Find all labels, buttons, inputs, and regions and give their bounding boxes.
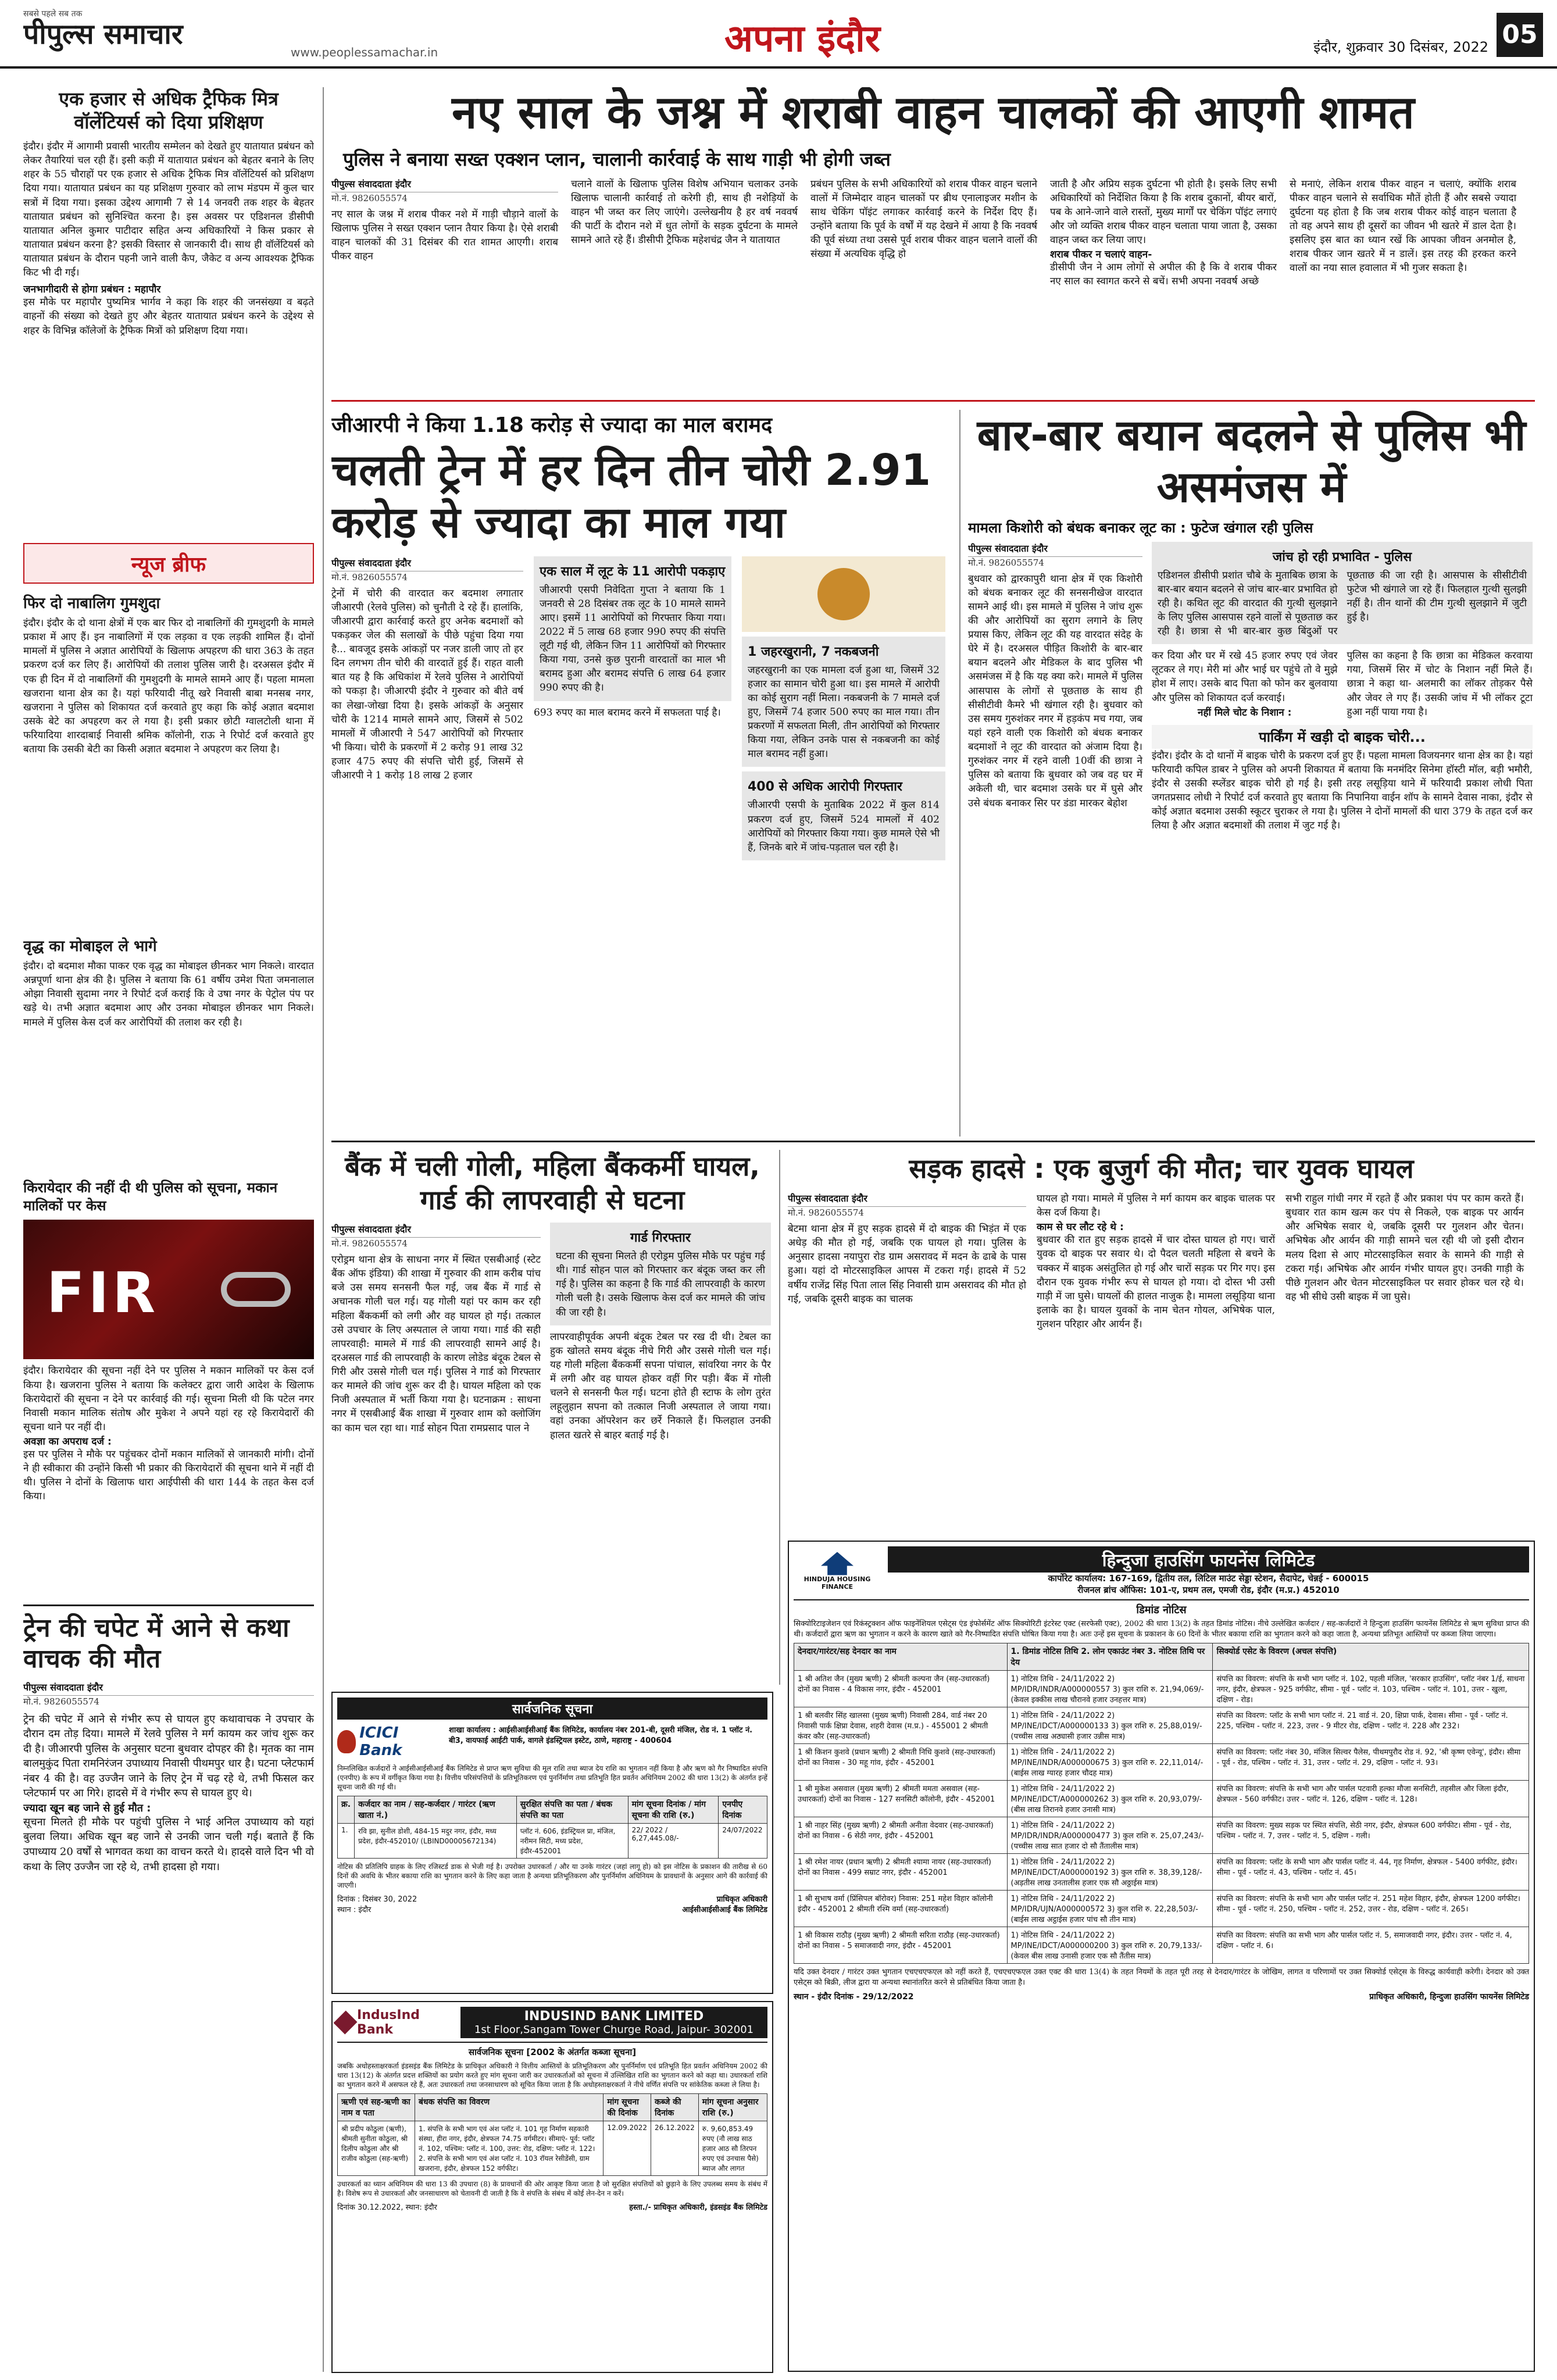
hinduja-title: हिन्दुजा हाउसिंग फायनेंस लिमिटेड [888, 1546, 1529, 1573]
column-divider [779, 1150, 780, 1685]
box-body: जहरखुरानी का एक मामला दर्ज हुआ था, जिसमें 32 हजार का सामान चोरी हुआ था। इस मामले में आरोपी का कोई सुराग नहीं मिला। नकबजनी के 7 मामले दर्ज हुए, जिसमें 74 हजार 500 रुपए का माल गया। तीन प्रकरणों में सफलता मिली, तीन आरोपियों को गिरफ्तार किया गया, लेकिन उनके पास से नकबजनी का कोई माल बरामद नहीं हुआ। [748, 664, 940, 760]
article-body-2: इस मौके पर महापौर पुष्यमित्र भार्गव ने कहा कि शहर की जनसंख्या व बढ़ते वाहनों की संख्या को देखते हुए और बेहतर यातायात प्रबंधन करने के उद्देश्य से शहर के विभिन्न कॉलेजों के ट्रैफिक मित्रों को प्रशिक्षण दिया गया। [23, 296, 314, 337]
indusind-logo [337, 2008, 453, 2037]
accident-col-3: सभी राहुल गांधी नगर में रहते हैं और प्रकाश पंप पर काम करते हैं। बुधवार रात काम खत्म कर पंप से निकले, एक बाइक पर आर्यन और अभिषेक सवार थे, जबकि दूसरी पर गुलशन और चेतन। अभिषेक और आर्यन की गाड़ी सामने चल रही थी जो इसी दौरान मलय दिशा से आए मोटरसाइकिल सवार के सामने की गाड़ी से टकरा गई। अभिषेक और आर्यन गंभीर घायल हुए। उनकी गाड़ी के पीछे गुलशन और चेतन मोटरसाइकिल पर सवार होकर चल रहे थे। वह भी सीधे उसी बाइक में जा घुसे। [1285, 1193, 1524, 1303]
column-divider [959, 410, 960, 1137]
th: एनपीए दिनांक [719, 1796, 767, 1823]
kidnap-col-1: बुधवार को द्वारकापुरी थाना क्षेत्र में एक किशोरी को बंधक बनाकर लूट की सनसनीखेज वारदात सामने आई थी। इस मामले में पुलिस ने जांच शुरू की और आरोपियों का सुराग लगाने के लिए प्रयास किए, लेकिन लूट की यह वारदात संदेह के घेरे में है। दरअसल पीड़ित किशोरी के बार-बार बयान बदलने और मेडिकल के बाद पुलिस भी असमंजस में है कि यह क्या करे। मामले में पुलिस आसपास के लोगों से पूछताछ के साथ ही सीसीटीवी कैमरे भी खंगाल रही है। बुधवार को उस समय गुरुशंकर नगर में हड़कंप मच गया, जब यहां रहने वाली एक किशोरी को बंधक बनाकर बदमाशों ने लूट की वारदात को अंजाम दिया है। गुरुशंकर नगर में रहने वाली 10वीं की छात्रा ने पुलिस को बताया कि बुधवार को जब वह घर में अकेली थी, चार बदमाश उसके घर में घुसे और उसे बंधक बनाकर सिर पर डंडा मारकर बेहोश [968, 573, 1142, 809]
icici-address: शाखा कार्यालय : आईसीआईसीआई बैंक लिमिटेड, कार्यालय नंबर 201-बी, दूसरी मंजिल, रोड नं. 1 प्लॉट नं. बी3, वायफाई आईटी पार्क, वागले इंडस्ट्रियल इस्टेट, ठाणे, महाराष्ट्र - 400604 [449, 1726, 753, 1745]
th: देनदार/गारंटर/सह देनदार का नाम [794, 1643, 1008, 1671]
td: 1) नोटिस तिथि - 24/11/2022 2) MP/IDR/INDR/A000000557 3) कुल राशि रु. 21,94,069/- (केवल इक्कीस लाख चौरानवे हजार उनहत्तर मात्र) [1007, 1671, 1213, 1707]
byline: पीपुल्स संवाददाता इंदौर [23, 1681, 314, 1696]
td: 1 श्री सुभाष वर्मा (प्रिंसिपल बॉरोवर) निवास: 251 महेश विहार कॉलोनी इंदौर - 452001 2 श्रीमती रश्मि वर्मा (सह-उधारकर्ता) [794, 1891, 1008, 1927]
accident-headline: सड़क हादसे : एक बुजुर्ग की मौत; चार युवक घायल [909, 1153, 1414, 1184]
box-title: गार्ड गिरफ्तार [630, 1231, 691, 1245]
td: 1) नोटिस तिथि - 24/11/2022 2) MP/IDR/UJN/A000000572 3) कुल राशि रु. 22,28,503/- (बाईस लाख अट्ठाईस हजार पांच सौ तीन मात्र) [1007, 1891, 1213, 1927]
box-body: जीआरपी एसपी के मुताबिक 2022 में कुल 814 प्रकरण दर्ज हुए, जिसमें 524 मामलों में 402 आरोपियों को गिरफ्तार किया गया। कुछ मामले ऐसे भी हैं, जिनके बारे में जांच-पड़ताल चल रही है। [748, 799, 940, 853]
hinduja-logo-text: HINDUJA HOUSING FINANCE [804, 1575, 871, 1591]
parking-brief [1152, 725, 1533, 833]
td: 1. संपत्ति के सभी भाग एवं अंश प्लॉट नं. 101 गृह निर्माण सहकारी संस्था, हीरा नगर, इंदौर, क्षेत्रफल 74.75 वर्गमीटर। सीमाएं- पूर्व: प्लॉट नं. 102, पश्चिम: प्लॉट नं. 100, उत्तर: रोड, दक्षिण: प्लॉट नं. 122। 2. संपत्ति के सभी भाग एवं अंश प्लॉट नं. 103 रॉयल रेसीडेंसी, ग्राम खजराना, इंदौर, क्षेत्रफल 152 वर्गफीट। [415, 2121, 603, 2175]
indusind-notice-title: सार्वजनिक सूचना [2002 के अंतर्गत कब्जा सूचना] [468, 2047, 637, 2057]
kidnap-subhead: मामला किशोरी को बंधक बनाकर लूट का : फुटेज खंगाल रही पुलिस [968, 519, 1313, 536]
indusind-bank-name: IndusInd Bank [357, 2008, 420, 2037]
table-row [794, 1707, 1529, 1744]
box-body: एडिशनल डीसीपी प्रशांत चौबे के मुताबिक छात्रा के बार-बार बयान बदलने से जांच बार-बार प्रभावित हो रही है। कथित लूट की वारदात की गुत्थी सुलझाने के लिए पुलिस आसपास रहने वालों से पूछताछ कर रही है। छात्रा से भी बार-बार कुछ बिंदुओं पर पूछताछ की जा रही है। आसपास के सीसीटीवी फुटेज भी खंगाले जा रहे हैं। फिलहाल गुत्थी सुलझी नहीं है। तीन थानों की टीम गुत्थी सुलझाने में जुटी हुई है। [1158, 569, 1527, 638]
train-col-1: ट्रेनों में चोरी की वारदात कर बदमाश लगातार जीआरपी (रेलवे पुलिस) को चुनौती दे रहे हैं। हालांकि, जीआरपी द्वारा कार्रवाई करते हुए अनेक बदमाशों को पकड़कर जेल की सलाखों के पीछे पहुंचा दिया गया है... बावजूद इसके आंकड़ों पर नजर डाली जाए तो हर दिन लगभग तीन चोरी की वारदातें हुई हैं। राहत वाली बात यह है कि अधिकांश में रेलवे पुलिस ने आरोपियों को पकड़ा है। जीआरपी इंदौर ने गुरुवार को बीते वर्ष का लेखा-जोखा दिया है। इसके आंकड़ों के अनुसार चोरी के 1214 मामले सामने आए, जिसमें से 502 मामलों में जीआरपी ने 547 आरोपियों को गिरफ्तार भी किया। चोरी के प्रकरणों में 2 करोड़ 91 लाख 32 हजार 475 रुपए की संपत्ति चोरी हुई, जिसमें से जीआरपी ने 1 करोड़ 18 लाख 2 हजार [331, 587, 523, 782]
th: सिक्योर्ड एसेट के विवरण (अचल संपत्ति) [1213, 1643, 1529, 1671]
handcuffs-icon [221, 1272, 291, 1307]
lead-subhead-2: शराब पीकर न चलाएं वाहन- [1050, 249, 1152, 261]
kidnap-col-2: कर दिया और घर में रखे 45 हजार रुपए एवं जेवर लूटकर ले गए। मेरी मां और भाई घर पहुंचे तो वे मुझे होश में लाए। उसके बाद पिता को फोन कर बुलवाया और पुलिस को शिकायत दर्ज करवाई। [1152, 650, 1338, 704]
fir-image [23, 1220, 314, 1359]
subhead: ज्यादा खून बह जाने से हुई मौत : [23, 1802, 151, 1814]
td: 24/07/2022 [719, 1823, 767, 1858]
lead-col-3: प्रबंधन पुलिस के सभी अधिकारियों को शराब पीकर वाहन चलाने वालों में जिम्मेदार वाहन चालकों पर ब्रीथ एनालाइजर मशीन के साथ चेकिंग पॉइंट लगाकर कार्रवाई करने के निर्देश दिए हैं। उन्होंने बताया कि पूर्व के वर्षों में यह देखने में आया है कि नववर्ष की पूर्व संध्या तथा उससे पूर्व शराब पीकर वाहन चलाने वालों की संख्या में अत्यधिक वृद्धि हो [810, 178, 1037, 260]
indusind-address: 1st Floor,Sangam Tower Churge Road, Jaipur- 302001 [474, 2024, 754, 2036]
byline-mobile: मो.नं. 9826055574 [788, 1207, 864, 1218]
td: 1. [338, 1823, 355, 1858]
th: मांग सूचना अनुसार राशि (रु.) [698, 2093, 767, 2121]
news-brief-label: न्यूज ब्रीफ [131, 552, 206, 577]
paper-logo [23, 8, 291, 55]
td: 1) नोटिस तिथि - 24/11/2022 2) MP/INE/IDCT/A000000133 3) कुल राशि रु. 25,88,019/- (पच्चीस लाख अठ्यासी हजार उन्नीस मात्र) [1007, 1707, 1213, 1744]
td: 1 श्री रमेश नायर (प्रधान ऋणी) 2 श्रीमती श्यामा नायर (सह-उधारकर्ता) दोनों का निवास - 499 सम्राट नगर, इंदौर - 452001 [794, 1854, 1008, 1891]
icici-logo-icon [337, 1730, 356, 1753]
byline: पीपुल्स संवाददाता इंदौर [331, 177, 558, 192]
table-row [794, 1671, 1529, 1707]
bank-shooting-story [331, 1150, 773, 1685]
td: श्री प्रदीप कोठुला (ऋणी), श्रीमती सुनीता कोठुला, श्री दिलीप कोठुला और श्री राजीव कोठुला (सह-ऋणी) [338, 2121, 415, 2175]
hinduja-notice [788, 1541, 1535, 2372]
news-brief-banner [23, 543, 314, 584]
train-box-loot [534, 556, 731, 701]
lead-col-4b: डीसीपी जैन ने आम लोगों से अपील की है कि वे शराब पीकर नए साल का स्वागत करने से बचें। सभी अपना नववर्ष अच्छे [1050, 262, 1277, 288]
story-traffic-volunteers [23, 87, 314, 535]
td: 1 श्री मुकेश असवाल (मुख्य ऋणी) 2 श्रीमती ममता असवाल (सह-उधारकर्ता) दोनों का निवास - 127 सनसिटी कॉलोनी, इंदौर - 452001 [794, 1781, 1008, 1817]
table-row [794, 1817, 1529, 1854]
article-body-2: इस पर पुलिस ने मौके पर पहुंचकर दोनों मकान मालिकों से जानकारी मांगी। दोनों ने ही स्वीकारा की उन्होंने किसी भी प्रकार की किरायेदारों की सूचना थाने में नहीं दी थी। पुलिस ने दोनों के खिलाफ धारा आईपीसी की धारा 144 के तहत केस दर्ज किया। [23, 1449, 314, 1503]
td: संपत्ति का विवरण: संपत्ति का सभी भाग और पार्सल प्लॉट नं. 5, समाजवादी नगर, इंदौर। उत्तर - प्लॉट नं. 4, दक्षिण - प्लॉट नं. 6। [1213, 1927, 1529, 1964]
kidnap-col-3: पुलिस का कहना है कि छात्रा का मेडिकल करवाया गया, जिसमें सिर में चोट के निशान नहीं मिले हैं। छात्रा ने कहा था- अलमारी का लॉकर तोड़कर पैसे और जेवर ले गए हैं। उसकी जांच में भी लॉकर टूटा हुआ नहीं पाया गया है। [1347, 650, 1533, 718]
bank-col-2: लापरवाहीपूर्वक अपनी बंदूक टेबल पर रख दी थी। टेबल का हुक खोलते समय बंदूक नीचे गिरी और उससे गोली चल गई। यह गोली महिला बैंककर्मी सपना पांचाल, सांवरिया नगर के पैर में लगी और वह घायल होकर वहीं गिर पड़ी। बैंक में गोली चलने से सनसनी फैल गई। घटना होते ही स्टाफ के लोग तुरंत लहूलुहान सपना को तत्काल निजी अस्पताल ले जाया गया। वहां उनका ऑपरेशन कर छर्रे निकाले हैं। फिलहाल उनकी हालत खतरे से बाहर बताई गई है। [550, 1331, 771, 1441]
table-row [338, 2121, 767, 2175]
section-title: अपना इंदौर [724, 17, 880, 60]
td: 26.12.2022 [651, 2121, 699, 2175]
td: 1 श्री विकास राठौड़ (मुख्य ऋणी) 2 श्रीमती सरिता राठौड़ (सह-उधारकर्ता) दोनों का निवास - 5 समाजवादी नगर, इंदौर - 452001 [794, 1927, 1008, 1964]
train-theft-story [331, 410, 954, 1137]
bank-col-1: एरोड्रम थाना क्षेत्र के साधना नगर में स्थित एसबीआई (स्टेट बैंक ऑफ इंडिया) की शाखा में गुरुवार की शाम करीब पांच बजे उस समय सनसनी फैल गई, जब बैंक में गार्ड से अचानक गोली चल गई। यह गोली यहां पर काम कर रही महिला बैंककर्मी को लगी और वह घायल हो गई। तत्काल उसे उपचार के लिए अस्पताल ले जाया गया। गार्ड की सही लापरवाही: मामले में गार्ड की लापरवाही सामने आई है। दरअसल गार्ड की लापरवाही के कारण लोडेड बंदूक टेबल से गिरी और उससे गोली चल गई। पुलिस ने गार्ड को गिरफ्तार कर मामले की जांच शुरू कर दी है। घायल महिला को एक निजी अस्पताल में भर्ती किया गया है। घटनाक्रम : साधना नगर में एसबीआई बैंक शाखा में गुरुवार शाम को क्लोजिंग का काम चल रहा था। गार्ड सोहन पिता रामप्रसाद पाल ने [331, 1254, 541, 1434]
lead-subhead: पुलिस ने बनाया सख्त एक्शन प्लान, चालानी कार्रवाई के साथ गाड़ी भी होगी जब्त [343, 148, 891, 170]
th: मांग सूचना की दिनांक [603, 2093, 651, 2121]
td: संपत्ति का विवरण: संपत्ति के सभी भाग प्लॉट नं. 102, पहली मंजिल, 'सरकार हाउसिंग', प्लॉट नंबर 1/ई, साधना नगर, इंदौर, क्षेत्रफल - 925 वर्गफीट, सीमा - पूर्व - प्लॉट नं. 103, पश्चिम - प्लॉट नं. 101, उत्तर - खुला, दक्षिण - रोड। [1213, 1671, 1529, 1707]
box-body: जीआरपी एसपी निवेदिता गुप्ता ने बताया कि 1 जनवरी से 28 दिसंबर तक लूट के 10 मामले सामने आए। इसमें 11 आरोपियों को गिरफ्तार किया गया। 2022 में 5 लाख 68 हजार 990 रुपए की संपत्ति लूटी गई थी, लेकिन जिन 11 आरोपियों को गिरफ्तार किया गया, उनसे कुछ पुरानी वारदातों का माल भी बरामद हुआ और बरामद संपत्ति 6 लाख 64 हजार 990 रुपए की है। [540, 584, 726, 694]
td: 1) नोटिस तिथि - 24/11/2022 2) MP/IDR/INDR/A000000477 3) कुल राशि रु. 25,07,243/- (पच्चीस लाख सात हजार दो सौ तैंतालीस मात्र) [1007, 1817, 1213, 1854]
th: बंधक संपत्ति का विवरण [415, 2093, 603, 2121]
box-title: जांच हो रही प्रभावित - पुलिस [1272, 549, 1412, 564]
indusind-notice [331, 2001, 773, 2373]
brief-mobile-snatch [23, 935, 314, 1173]
signatory: प्राधिकृत अधिकारी [716, 1895, 767, 1904]
train-box-arrests [742, 771, 945, 860]
table-row [794, 1927, 1529, 1964]
website-url[interactable]: www.peoplessamachar.in [291, 45, 438, 59]
icici-intro: निम्नलिखित कर्जदारों ने आईसीआईसीआई बैंक लिमिटेड से प्राप्त ऋण सुविधा की मूल राशि तथा ब्याज देय राशि का भुगतान नहीं किया है और ऋण को गैर निष्पादित संपत्ति (एनपीए) के रूप में वर्गीकृत किया गया है। वित्तीय परिसंपत्तियों के प्रतिभूतिकरण एवं पुनर्निर्माण तथा प्रतिभूति हित प्रवर्तन अधिनियम 2002 की धारा 13(2) के अंतर्गत इन्हें सूचना जारी की गई थी। [337, 1764, 767, 1792]
headline: वृद्ध का मोबाइल ले भागे [23, 938, 157, 955]
notice-title: सार्वजनिक सूचना [337, 1698, 767, 1720]
article-body: इंदौर। इंदौर में आगामी प्रवासी भारतीय सम्मेलन को देखते हुए यातायात प्रबंधन को लेकर तैयारियां चल रही हैं। इसी कड़ी में यातायात प्रबंधन को बेहतर बनाने के लिए शहर के 55 चौराहों पर एक हजार से अधिक ट्रैफिक मित्र वॉलेंटियर्स को प्रशिक्षण दिया गया। यातायात प्रबंधन का यह प्रशिक्षण गुरुवार को लाभ मंडपम में कुल चार सत्रों में दिया गया। इसका उद्देश्य आगामी 7 से 14 जनवरी तक शहर के बेहतर यातायात प्रबंधन को सुनिश्चित करना है। इस अवसर पर एडिशनल डीसीपी यातायात अनिल कुमार पाटीदार सहित अन्य अधिकारियों ने किस प्रकार से यातायात प्रबंधन करना है? इसकी विस्तार से जानकारी दी। साथ ही वॉलेंटियर्स को यातायात प्रबंधन के दौरान पहनी जाने वाली कैप, जैकेट व अन्य आवश्यक ट्रैफिक किट भी दी गई। [23, 141, 314, 279]
headline: एक हजार से अधिक ट्रैफिक मित्र वॉलेंटियर्स को दिया प्रशिक्षण [59, 88, 278, 133]
td: 1 श्री अतिश जैन (मुख्य ऋणी) 2 श्रीमती कल्पना जैन (सह-उधारकर्ता) दोनों का निवास - 4 विकास नगर, इंदौर - 452001 [794, 1671, 1008, 1707]
lead-headline: नए साल के जश्न में शराबी वाहन चालकों की आएगी शामत [452, 87, 1415, 139]
td: संपत्ति का विवरण: संपत्ति के सभी भाग और पार्सल पटवारी हल्का मौजा सनसिटी, तहसील और जिला इंदौर, क्षेत्रफल - 560 वर्गफीट। उत्तर - प्लॉट नं. 126, दक्षिण - प्लॉट नं. 128। [1213, 1781, 1529, 1817]
kidnap-subhead-2: नहीं मिले चोट के निशान : [1198, 706, 1292, 719]
byline: पीपुल्स संवाददाता इंदौर [331, 1223, 541, 1238]
indusind-table [337, 2093, 767, 2176]
subhead: जनभागीदारी से होगा प्रबंधन : महापौर [23, 284, 161, 296]
td: 1) नोटिस तिथि - 24/11/2022 2) MP/INE/IDCT/A000000262 3) कुल राशि रु. 20,93,079/- (बीस लाख तिरानवे हजार उनासी मात्र) [1007, 1781, 1213, 1817]
hinduja-branch-office: रीजनल ब्रांच ऑफिस: 101-ए, प्रथम तल, एमजी रोड, इंदौर (म.प्र.) 452010 [1077, 1585, 1340, 1595]
left-column [23, 87, 314, 2372]
td: प्लॉट नं. 606, इंडस्ट्रियल प्रा, मंजिल, नरीमन सिटी, मध्य प्रदेश, इंदौर-452001 [516, 1823, 628, 1858]
table-header-row [794, 1643, 1529, 1671]
byline-mobile: मो.नं. 9826055574 [331, 571, 408, 583]
hinduja-logo-icon [821, 1552, 854, 1575]
article-body: इंदौर। इंदौर के दो थाना क्षेत्रों में एक बार फिर दो नाबालिगों की गुमशुदगी के मामले प्रकाश में आए हैं। इन नाबालिगों में एक लड़का व एक लड़की शामिल हैं। दोनों मामलों में पुलिस ने अज्ञात आरोपियों के खिलाफ अपहरण की धारा 363 के तहत प्रकरण दर्ज कर लिए हैं। आरोपियों की तलाश पुलिस जारी है। दरअसल इंदौर में एक ही दिन में दो नाबालिगों की गुमशुदगी के मामले सामने आए हैं। पहला मामला खजराना थाना क्षेत्र का है। यहां फरियादी नीतू खरे निवासी बाबा मनसब नगर, खजराना ने पुलिस को शिकायत दर्ज करवाते हुए कहा कि कोई अज्ञात बदमाश उसके बेटे का अपहरण कर ले गया है। इसी प्रकार छोटी ग्वालटोली थाना में फरियादिया शारदाबाई निवासी श्रमिक कॉलोनी, राऊ ने रिपोर्ट दर्ज करवाते हुए बताया कि उसकी बेटी का किसी अज्ञात बदमाश ने अपहरण कर लिया है। [23, 617, 314, 756]
lead-col-4: जाती है और अप्रिय सड़क दुर्घटना भी होती है। इसके लिए सभी अधिकारियों को निर्देशित किया है कि शराब दुकानों, बीयर बारों, पब के आने-जाने वाले रास्तों, मुख्य मार्गों पर चेकिंग पॉइंट लगाएं और जो व्यक्ति शराब पीकर वाहन चलाता पाया जाता है, उसका वाहन जब्त कर लिया जाए। [1050, 178, 1277, 246]
notice-date-place: दिनांक 30.12.2022, स्थान: इंदौर [337, 2203, 437, 2212]
paper-name: पीपुल्स समाचार [23, 18, 183, 51]
byline-mobile: मो.नं. 9826055574 [23, 1696, 99, 1707]
td: रवि झा, सुनील डोशी, 484-15 मदुर नगर, इंदौर, मध्य प्रदेश, इंदौर-452010/ (LBIND00005672134) [355, 1823, 517, 1858]
th: क्र. [338, 1796, 355, 1823]
signatory-bank: आईसीआईसीआई बैंक लिमिटेड [682, 1906, 767, 1915]
td: 1 श्री नाहर सिंह (मुख्य ऋणी) 2 श्रीमती अनीता वेदवार (सह-उधारकर्ता) दोनों का निवास - 6 सेठी नगर, इंदौर - 452001 [794, 1817, 1008, 1854]
td: 22/ 2022 / 6,27,445.08/- [628, 1823, 719, 1858]
box-title: 400 से अधिक आरोपी गिरफ्तार [748, 780, 902, 795]
kicker: जीआरपी ने किया 1.18 करोड़ से ज्यादा का माल बरामद [331, 413, 773, 437]
td: 1) नोटिस तिथि - 24/11/2022 2) MP/INE/IDCT/A000000200 3) कुल राशि रु. 20,79,133/- (केवल बीस लाख उनासी हजार एक सौ तैंतीस मात्र) [1007, 1927, 1213, 1964]
byline: पीपुल्स संवाददाता इंदौर [788, 1192, 1026, 1207]
table-header-row [338, 1796, 767, 1823]
indusind-footer: उधारकर्ता का ध्यान अधिनियम की धारा 13 की उपधारा (8) के प्रावधानों की ओर आकृष्ट किया जाता है जो सुरक्षित संपत्तियों को छुड़ाने के लिए उपलब्ध समय के संबंध में है। विशेष रूप से उधारकर्ता और जनसाधारण को चेतावनी दी जाती है कि वे संपत्ति के संबंध में कोई लेन-देन न करें। [337, 2179, 767, 2197]
td: संपत्ति का विवरण: प्लॉट नंबर 30, मंजिल सिल्वर पैलेस, पीथमपुरौद रोड नं. 92, 'श्री कृष्ण एवेन्यू', इंदौर। सीमा - पूर्व - रोड, पश्चिम - प्लॉट नं. 31, उत्तर - प्लॉट नं. 29, दक्षिण - प्लॉट नं. 93। [1213, 1744, 1529, 1781]
td: 1) नोटिस तिथि - 24/11/2022 2) MP/INE/IDCT/A000000192 3) कुल राशि रु. 38,39,128/- (अड़तीस लाख उनतालीस हजार एक सौ अठ्ठाईस मात्र) [1007, 1854, 1213, 1891]
table-row [338, 1823, 767, 1858]
byline: पीपुल्स संवाददाता इंदौर [331, 556, 523, 571]
brief-missing-minors [23, 592, 314, 929]
td: 1 श्री किशन कुशवे (प्रधान ऋणी) 2 श्रीमती निधि कुशवे (सह-उधारकर्ता) दोनों का निवास - 30 महू गांव, इंदौर - 452001 [794, 1744, 1008, 1781]
headline: किरायेदार की नहीं दी थी पुलिस को सूचना, मकान मालिकों पर केस [23, 1180, 278, 1214]
indusind-logo-icon [334, 2010, 358, 2034]
table-row [794, 1854, 1529, 1891]
table-row [794, 1891, 1529, 1927]
th: सुरक्षित संपत्ति का पता / बंधक संपत्ति का पता [516, 1796, 628, 1823]
notice-date-place: स्थान - इंदौर दिनांक - 29/12/2022 [794, 1992, 914, 2002]
td: संपत्ति का विवरण: प्लॉट के सभी भाग और पार्सल प्लॉट नं. 44, गृह निर्माण, क्षेत्रफल - 5400 वर्गफीट, इंदौर। सीमा - पूर्व - प्लॉट नं. 43, पश्चिम - प्लॉट नं. 45। [1213, 1854, 1529, 1891]
parking-title: पार्किंग में खड़ी दो बाइक चोरी... [1152, 725, 1533, 749]
parking-body: इंदौर। इंदौर के दो थानों में बाइक चोरी के प्रकरण दर्ज हुए हैं। पहला मामला विजयनगर थाना क्षेत्र का है। यहां फरियादी कपिल डाबर ने पुलिस को अपनी शिकायत में बताया कि मनमंदिर सिनेमा हॉस्टी मॉल, बड़ी भमौरी, इंदौर से उसकी स्प्लेंडर बाइक चोरी हो गई है। इसी तरह लसूड़िया थाने में फरियादी प्रकाश लोधी पिता जगतप्रसाद लोधी ने रिपोर्ट दर्ज करवाते हुए बताया कि निपानिया वाईन शॉप के सामने देवास नाका, इंदौर से कोई अज्ञात बदमाश उसकी स्कूटर चुराकर ले गया है। पुलिस ने दोनों मामलों की धारा 379 के तहत दर्ज कर लिया है और अज्ञात बदमाशों की तलाश में जुट गई है। [1152, 749, 1533, 832]
article-body: इंदौर। दो बदमाश मौका पाकर एक वृद्ध का मोबाइल छीनकर भाग निकले। वारदात अन्नपूर्णा थाना क्षेत्र की है। पुलिस ने बताया कि 61 वर्षीय उमेश पिता जमनालाल ओझा निवासी सुदामा नगर ने रिपोर्ट दर्ज कराई कि वे उषा नगर के पेट्रोल पंप पर खड़े थे। तभी अज्ञात बदमाश आए और उनका मोबाइल छीनकर भाग निकले। मामले में पुलिस केस दर्ज कर आरोपियों की तलाश कर रही है। [23, 960, 314, 1028]
th: कर्जदार का नाम / सह-कर्जदार / गारंटर (ऋण खाता नं.) [355, 1796, 517, 1823]
hinduja-logo [794, 1552, 881, 1591]
table-row [794, 1744, 1529, 1781]
icici-footer: नोटिस की प्रतिलिपि ग्राहक के लिए रजिस्टर्ड डाक से भेजी गई है। उपरोक्त उधारकर्ता / और या उनके गारंटर (जहां लागू हो) को इस नोटिस के प्रकाशन की तारीख से 60 दिनों की अवधि के भीतर बकाया राशि का भुगतान करने के लिए कहा जाता है अन्यथा प्रतिभूतिकरण और पुनर्निर्माण अधिनियम के प्रावधानों के अनुसार आगे की कार्रवाई की जाएगी। [337, 1862, 767, 1889]
accident-col-2b: बुधवार की रात हुए सड़क हादसे में चार दोस्त घायल हो गए। चारों युवक दो बाइक पर सवार थे। दो पैदल चलती महिला से बचने के चक्कर में बाइक असंतुलित हो गई और चारों सड़क पर गिर गए। इस दौरान एक युवक गंभीर रूप से घायल हो गया। दो दोस्त भी उसी गाड़ी में जा घुसे। घायलों की हालत नाजुक है। मामला लसूड़िया थाना इलाके का है। घायल युवकों के नाम चेतन गोयल, अभिषेक पाल, गुलशन परिहार और आर्यन हैं। [1037, 1234, 1275, 1330]
story-train-death [23, 1604, 314, 2325]
article-body-2: सूचना मिलते ही मौके पर पहुंची पुलिस ने भाई अनिल उपाध्याय को यहां बुलवा लिया। अधिक खून बह जाने से उनकी जान चली गई। बताते हैं कि उपाध्याय 20 वर्षों से भागवत कथा का वाचन करते थे। हादसे वाले दिन भी वो कथा के लिए उज्जैन जा रहे थे, तभी हादसा हो गया। [23, 1816, 314, 1873]
icici-table [337, 1796, 767, 1859]
lead-col-5: से मनाएं, लेकिन शराब पीकर वाहन न चलाएं, क्योंकि शराब पीकर वाहन चलाने से सर्वाधिक मौतें होती हैं और सबसे ज्यादा दुर्घटना यह होता है कि जब शराब पीकर कोई वाहन चलाता है तो वह अपने साथ ही दूसरों का जीवन भी खतरे में डाल देता है। इसलिए इस बात का ध्यान रखें कि आपका जीवन अनमोल है, शराब पीकर जान खतरे में न डालें। इस तरह की हरकत करने वालों का नया साल हवालात में भी गुजर सकता है। [1290, 178, 1516, 274]
table-header-row [338, 2093, 767, 2121]
th: मांग सूचना दिनांक / मांग सूचना की राशि (रु.) [628, 1796, 719, 1823]
hinduja-notice-title: डिमांड नोटिस [1136, 1604, 1187, 1616]
icici-logo [337, 1724, 442, 1759]
fir-image-label: FIR [47, 1260, 159, 1326]
icici-notice [331, 1692, 773, 1994]
indusind-intro: जबकि अधोहस्ताक्षरकर्ता इंडसइंड बैंक लिमिटेड के प्राधिकृत अधिकारी ने वित्तीय आस्तियों के प्रतिभूतिकरण और पुनर्निर्माण एवं प्रतिभूति हित प्रवर्तन अधिनियम 2002 की धारा 13(12) के अंतर्गत प्रदत्त शक्तियों का प्रयोग करते हुए मांग सूचना जारी कर उधारकर्ताओं को सूचना में उल्लिखित राशि का भुगतान करने को कहा था। उधारकर्ता राशि का भुगतान करने में असफल रहे हैं, अतः उधारकर्ता तथा जनसाधारण को सूचित किया जाता है कि अधोहस्ताक्षरकर्ता ने नीचे वर्णित संपत्ति पर सांकेतिक कब्जा ले लिया है। [337, 2062, 767, 2089]
lead-col-2: चलाने वालों के खिलाफ पुलिस विशेष अभियान चलाकर उनके खिलाफ चालानी कार्रवाई तो करेगी ही, साथ ही नशेड़ियों के वाहन भी जब्त कर लिए जाएंगे। उल्लेखनीय है हर वर्ष नववर्ष की पार्टी के दौरान नशे में धुत लोगों के सड़क दुर्घटना के मामले सामने आते रहे हैं। डीसीपी ट्रैफिक महेशचंद्र जैन ने यातायात [571, 178, 798, 246]
accident-subhead: काम से घर लौट रहे थे : [1037, 1221, 1124, 1234]
td: संपत्ति का विवरण: मुख्य सड़क पर स्थित संपत्ति, सेठी नगर, इंदौर, क्षेत्रफल 600 वर्गफीट। सीमा - पूर्व - रोड, पश्चिम - प्लॉट नं. 7, उत्तर - प्लॉट नं. 5, दक्षिण - गली। [1213, 1817, 1529, 1854]
byline-mobile: मो.नं. 9826055574 [331, 1238, 408, 1249]
hinduja-table [794, 1643, 1529, 1964]
bank-box [550, 1223, 771, 1325]
article-body: ट्रेन की चपेट में आने से गंभीर रूप से घायल हुए कथावाचक ने उपचार के दौरान दम तोड़ दिया। मामले में रेलवे पुलिस ने मर्ग कायम कर जांच शुरू कर दी है। जीआरपी पुलिस के अनुसार घटना बुधवार दोपहर की है। मृतक का नाम बालमुकुंद पिता रामनिरंजन उपाध्याय निवासी पीथमपुर धार है। घटना प्लेटफार्म नंबर 4 की है। वह उज्जैन जाने के लिए ट्रेन में चढ़ रहे थे, तभी फिसल कर प्लेटफार्म पर आ गिरे। हादसे में वे गंभीर रूप से घायल हुए थे। [23, 1713, 314, 1800]
box-title: 1 जहरखुरानी, 7 नकबजनी [748, 644, 879, 659]
thief-illustration [742, 556, 945, 632]
kidnap-headline: बार-बार बयान बदलने से पुलिस भी असमंजस में [977, 410, 1526, 512]
accident-col-1: बेटमा थाना क्षेत्र में हुए सड़क हादसे में दो बाइक की भिड़ंत में एक अधेड़ की मौत हो गई, जबकि एक घायल हो गया। पुलिस के अनुसार हादसा नयापुरा रोड ग्राम असरावद में मदन के ढाबे के पास हुआ। यहां दो मोटरसाइकिल आपस में टकरा गई। हादसे में 52 वर्षीय राजेंद्र सिंह पिता लाल सिंह निवासी ग्राम असरावद की मौत हो गई, जबकि दूसरी बाइक का चालक [788, 1223, 1026, 1305]
lead-col-1: नए साल के जश्न में शराब पीकर नशे में गाड़ी चौड़ाने वालों के खिलाफ पुलिस ने सख्त एक्शन प्लान तैयार किया है। ऐसे शराबी वाहन चालकों की 31 दिसंबर की रात शामत आएगी। शराब पीकर वाहन [331, 208, 558, 263]
byline: पीपुल्स संवाददाता इंदौर [968, 542, 1142, 557]
headline: ट्रेन की चपेट में आने से कथा वाचक की मौत [23, 1613, 290, 1674]
td: 1 श्री बलवीर सिंह खालसा (मुख्य ऋणी) निवासी 284, वार्ड नंबर 20 निवासी पार्क क्षिप्रा देवास, शहरी देवास (म.प्र.) - 455001 2 श्रीमती कंवर कौर (सह-उधारकर्ता) [794, 1707, 1008, 1744]
notice-date: दिनांक : दिसंबर 30, 2022 [337, 1895, 417, 1904]
td: रु. 9,60,853.49 रुपए (नौ लाख साठ हजार आठ सौ तिरपन रुपए एवं उनचास पैसे) ब्याज और लागत [698, 2121, 767, 2175]
section-divider [331, 400, 1535, 402]
hinduja-intro: सिक्योरिटाइजेशन एवं रिकंस्ट्रक्शन ऑफ फाइनेंशियल एसेट्स एंड इंफोर्समेंट ऑफ सिक्योरिटी इंटरेस्ट एक्ट (सरफेसी एक्ट), 2002 की धारा 13(2) के तहत डिमांड नोटिस। नीचे उल्लेखित कर्जदार / सह-कर्जदारों ने हिन्दुजा हाउसिंग फायनेंस लिमिटेड से ऋण सुविधा प्राप्त की थी। कर्जदारों द्वारा ऋण का भुगतान न करने के कारण खाते को गैर-निष्पादित संपत्ति घोषित किया गया है। अतः उन्हें इस सूचना के प्रकाशन के 60 दिनों के भीतर बकाया राशि का भुगतान करने को कहा जाता है, अन्यथा प्रतिभूत आस्तियों पर कब्जा लिया जाएगा। [794, 1620, 1529, 1639]
box-body: घटना की सूचना मिलते ही एरोड्रम पुलिस मौके पर पहुंच गई थी। गार्ड सोहन पाल को गिरफ्तार कर बंदूक जब्त कर ली गई है। पुलिस का कहना है कि गार्ड की लापरवाही के कारण गोली चली है। उसके खिलाफ केस दर्ज कर मामले की जांच की जा रही है। [556, 1250, 765, 1318]
byline-mobile: मो.नं. 9826055574 [968, 557, 1044, 568]
hinduja-footer: यदि उक्त देनदार / गारंटर उक्त भुगतान एचएचएफएल को नहीं करते हैं, एचएचएफएल उक्त एक्ट की धारा 13(4) के तहत नियमों के तहत पूरी तरह से देनदार/गारंटर के जोखिम, लागत व परिणामों पर उक्त सिक्योर्ड एसेट्स के विरुद्ध कार्यवाही करेगी। देनदार को उक्त एसेट्स को बिक्री, लीज द्वारा या अन्यथा स्थानांतरित करने से प्रतिबंधित किया जाता है। [794, 1968, 1529, 1987]
paper-tagline: सबसे पहले सब तक [23, 9, 83, 19]
notice-place: स्थान : इंदौर [337, 1906, 372, 1915]
article-body: इंदौर। किरायेदार की सूचना नहीं देने पर पुलिस ने मकान मालिकों पर केस दर्ज किया है। खजराना पुलिस ने बताया कि कलेक्टर द्वारा जारी आदेश के खिलाफ किरायेदारों की सूचना न देने पर कार्रवाई की गई। सूचना मिली थी कि पटेल नगर निवासी मकान मालिक संतोष और मुकेश ने अपने यहां रह रहे किरायेदारों की सूचना थाने पर नहीं दी। [23, 1365, 314, 1433]
kidnap-story [968, 410, 1535, 1137]
brief-tenant-case [23, 1179, 314, 1598]
icici-bank-name: ICICI Bank [359, 1724, 402, 1759]
accident-col-2: घायल हो गया। मामले में पुलिस ने मर्ग कायम कर बाइक चालक पर केस दर्ज किया है। [1037, 1193, 1275, 1219]
td: संपत्ति का विवरण: प्लॉट के सभी भाग प्लॉट नं. 21 वार्ड नं. 20, क्षिप्रा पार्क, देवास। सीमा - पूर्व - प्लॉट नं. 225, पश्चिम - प्लॉट नं. 223, उत्तर - 9 मीटर रोड, दक्षिण - प्लॉट नं. 228 और 232। [1213, 1707, 1529, 1744]
headline: फिर दो नाबालिग गुमशुदा [23, 595, 160, 612]
bank-headline: बैंक में चली गोली, महिला बैंककर्मी घायल, गार्ड की लापरवाही से घटना [345, 1150, 760, 1216]
train-col-2-tail: 693 रुपए का माल बरामद करने में सफलता पाई है। [534, 706, 721, 719]
hinduja-reg-office: कार्पोरेट कार्यालय: 167-169, द्वितीय तल, लिटिल माउंट सेड्डा स्टेशन, सैदापेट, चेन्नई - 600015 [1048, 1573, 1369, 1584]
signatory: प्राधिकृत अधिकारी, हिन्दुजा हाउसिंग फायनेंस लिमिटेड [1369, 1992, 1529, 2002]
thief-icon [817, 568, 870, 620]
table-row [794, 1781, 1529, 1817]
kidnap-box [1152, 542, 1533, 645]
section-divider [331, 1141, 1535, 1142]
th: 1. डिमांड नोटिस तिथि 2. लोन एकाउंट नंबर 3. नोटिस तिथि पर देय [1007, 1643, 1213, 1671]
dateline: इंदौर, शुक्रवार 30 दिसंबर, 2022 [1313, 39, 1488, 55]
train-headline: चलती ट्रेन में हर दिन तीन चोरी 2.91 करोड़ से ज्यादा का माल गया [331, 445, 931, 548]
td: 12.09.2022 [603, 2121, 651, 2175]
masthead [0, 0, 1557, 69]
train-box-poisoning [742, 637, 945, 767]
lead-story [331, 87, 1535, 395]
signatory: हस्ता./- प्राधिकृत अधिकारी, इंडसइंड बैंक लिमिटेड [629, 2203, 767, 2212]
byline-mobile: मो.नं. 9826055574 [331, 192, 408, 203]
subhead: अवज्ञा का अपराध दर्ज : [23, 1436, 112, 1448]
column-divider [323, 87, 324, 2372]
td: संपत्ति का विवरण: संपत्ति के सभी भाग और पार्सल प्लॉट नं. 251 महेश विहार, इंदौर, क्षेत्रफल 1200 वर्गफीट। सीमा - पूर्व - प्लॉट नं. 250, पश्चिम - प्लॉट नं. 252, उत्तर - रोड, दक्षिण - प्लॉट नं. 265। [1213, 1891, 1529, 1927]
th: ऋणी एवं सह-ऋणी का नाम व पता [338, 2093, 415, 2121]
page-number: 05 [1497, 13, 1543, 57]
road-accident-story [788, 1150, 1535, 1534]
td: 1) नोटिस तिथि - 24/11/2022 2) MP/INE/INDR/A000000675 3) कुल राशि रु. 22,11,014/- (बाईस लाख ग्यारह हजार चौदह मात्र) [1007, 1744, 1213, 1781]
th: कब्जे की दिनांक [651, 2093, 699, 2121]
box-title: एक साल में लूट के 11 आरोपी पकड़ाए [540, 564, 726, 579]
indusind-title: INDUSIND BANK LIMITED [524, 2009, 704, 2024]
